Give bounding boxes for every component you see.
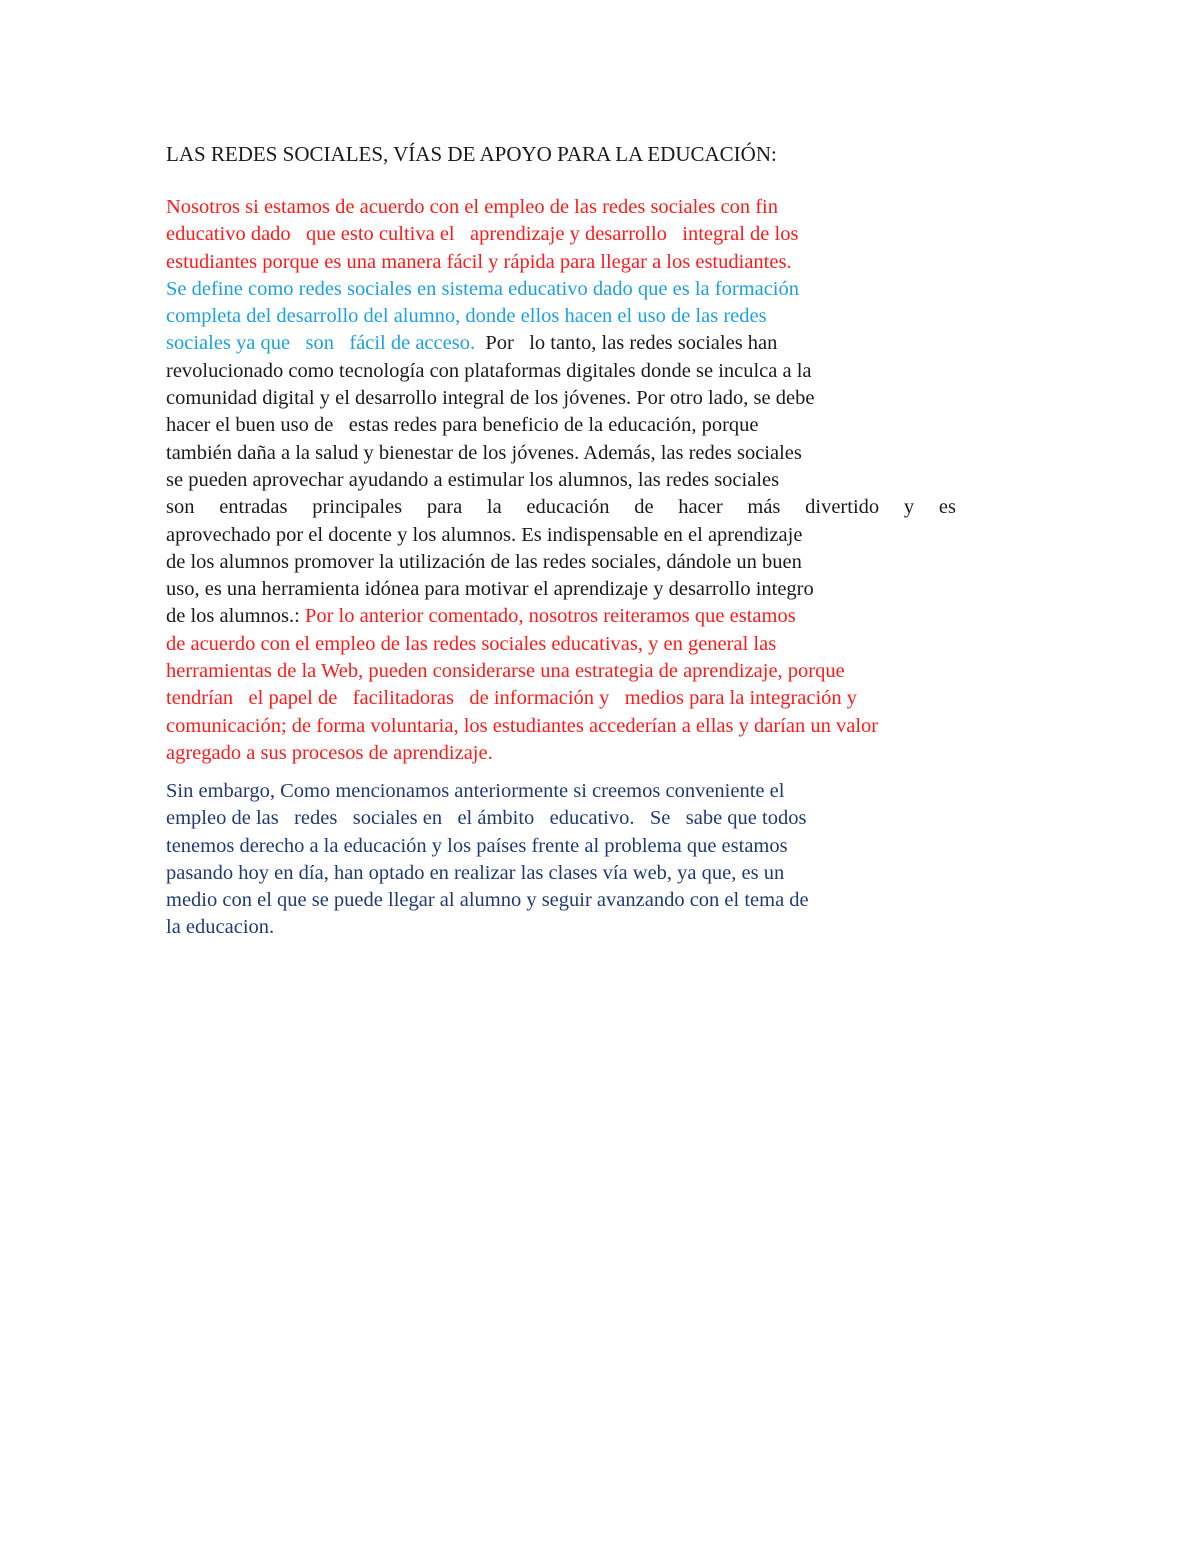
text-line: [166, 221, 1006, 248]
text-segment: revolucionado como tecnología con plataformas digitales donde se inculca a la: [166, 359, 812, 382]
text-word: y: [903, 496, 915, 519]
text-line: [166, 860, 1006, 887]
text-segment: la educacion.: [166, 916, 275, 939]
text-line: [166, 576, 1006, 603]
text-word: la: [486, 496, 502, 519]
text-line: [166, 358, 1006, 385]
text-line: [166, 412, 1006, 439]
text-word: para: [426, 496, 463, 519]
text-segment: comunidad digital y el desarrollo integral de los jóvenes. Por otro lado, se debe: [166, 387, 815, 410]
text-segment: agregado a sus procesos de aprendizaje.: [166, 741, 493, 764]
text-segment: se pueden aprovechar ayudando a estimular los alumnos, las redes sociales: [166, 468, 780, 491]
text-word: hacer: [678, 496, 723, 519]
text-segment: empleo de las redes sociales en el ámbito educativo. Se sabe que todos: [166, 807, 807, 830]
text-word: entradas: [219, 496, 288, 519]
text-line: [166, 522, 1006, 549]
text-line: [166, 805, 1006, 832]
text-segment: hacer el buen uso de estas redes para beneficio de la educación, porque: [166, 414, 759, 437]
text-line: [166, 887, 1006, 914]
text-segment: uso, es una herramienta idónea para motivar el aprendizaje y desarrollo integro: [166, 578, 814, 601]
text-segment: completa del desarrollo del alumno, donde ellos hacen el uso de las redes: [166, 305, 767, 328]
text-line: [166, 303, 1006, 330]
text-line: [166, 603, 1006, 630]
text-line: [166, 914, 1006, 941]
text-line: [166, 249, 1006, 276]
text-segment: de los alumnos promover la utilización de las redes sociales, dándole un buen: [166, 550, 802, 573]
text-word: es: [938, 496, 956, 519]
text-line: [166, 440, 1006, 467]
text-line: [166, 330, 1006, 357]
text-word: principales: [312, 496, 403, 519]
text-line: [166, 658, 1006, 685]
text-segment: comunicación; de forma voluntaria, los estudiantes accederían a ellas y darían un valor: [166, 714, 879, 737]
text-word: más: [747, 496, 781, 519]
paragraph-1: [166, 194, 1006, 767]
text-segment: de los alumnos.:: [166, 605, 305, 628]
text-segment: Se define como redes sociales en sistema educativo dado que es la formación: [166, 277, 799, 300]
text-segment: Por lo tanto, las redes sociales han: [475, 332, 778, 355]
text-line: [166, 778, 1006, 805]
text-segment: estudiantes porque es una manera fácil y rápida para llegar a los estudiantes.: [166, 250, 792, 273]
text-line: [166, 833, 1006, 860]
text-line: [166, 276, 1006, 303]
text-segment: Por lo anterior comentado, nosotros reiteramos que estamos: [304, 605, 796, 628]
text-segment: pasando hoy en día, han optado en realizar las clases vía web, ya que, es un: [166, 861, 785, 884]
text-segment: tendrían el papel de facilitadoras de información y medios para la integración y: [166, 687, 858, 710]
text-segment: sociales ya que son fácil de acceso.: [166, 332, 476, 355]
text-segment: herramientas de la Web, pueden considerarse una estrategia de aprendizaje, porque: [166, 660, 845, 683]
text-word: de: [634, 496, 654, 519]
text-segment: tenemos derecho a la educación y los países frente al problema que estamos: [166, 834, 788, 857]
text-segment: también daña a la salud y bienestar de los jóvenes. Además, las redes sociales: [166, 441, 802, 464]
text-segment: Nosotros si estamos de acuerdo con el empleo de las redes sociales con fin: [166, 196, 778, 218]
text-line: [166, 194, 1006, 221]
text-segment: de acuerdo con el empleo de las redes sociales educativas, y en general las: [166, 632, 777, 655]
text-line: [166, 631, 1006, 658]
text-line: [166, 494, 956, 521]
text-word: divertido: [805, 496, 880, 519]
text-line: [166, 467, 1006, 494]
document-title: LAS REDES SOCIALES, VÍAS DE APOYO PARA LA EDUCACIÓN:: [166, 142, 777, 166]
text-line: [166, 685, 1006, 712]
text-line: [166, 740, 1006, 767]
text-segment: aprovechado por el docente y los alumnos. Es indispensable en el aprendizaje: [166, 523, 803, 546]
text-word: educación: [526, 496, 610, 519]
text-line: [166, 385, 1006, 412]
text-line: [166, 549, 1006, 576]
text-line: [166, 713, 1006, 740]
text-word: son: [166, 496, 195, 519]
text-segment: medio con el que se puede llegar al alumno y seguir avanzando con el tema de: [166, 889, 809, 912]
text-segment: Sin embargo, Como mencionamos anteriormente si creemos conveniente el: [166, 780, 785, 802]
text-segment: educativo dado que esto cultiva el aprendizaje y desarrollo integral de los: [166, 223, 799, 246]
paragraph-2: [166, 778, 1006, 942]
